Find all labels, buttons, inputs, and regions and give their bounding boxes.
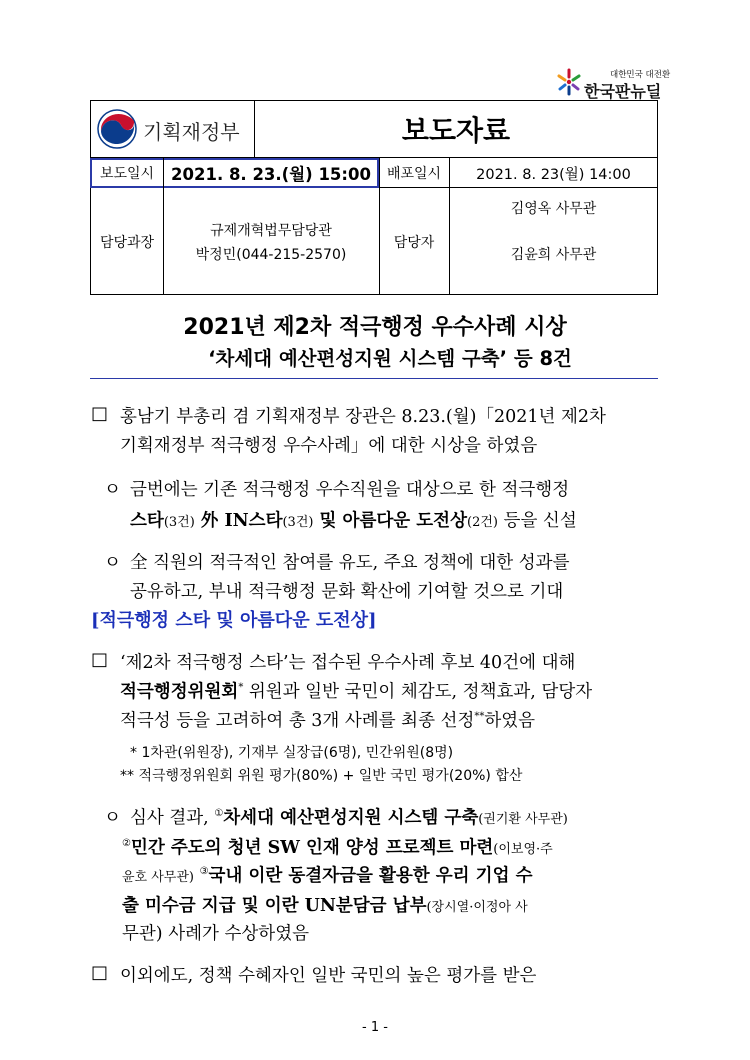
staff-label: 담당자: [393, 234, 435, 251]
p5-case-2-owner: (이보영·주: [493, 842, 553, 857]
ministry-name: 기획재정부: [143, 120, 240, 144]
p5-case-2-owner-cont: 윤호 사무관): [122, 870, 194, 885]
new-deal-mark-icon: [556, 68, 582, 96]
p4-committee: 적극행정위원회: [120, 682, 239, 702]
page-number: - 1 -: [362, 1020, 388, 1035]
p5-line-3: [122, 862, 533, 887]
p2-line-1: [130, 476, 569, 501]
p2-tail: 등을 신설: [497, 511, 577, 531]
korean-new-deal-logo: [556, 64, 671, 101]
p5-circled-2: ②: [122, 838, 131, 850]
p5-line-5: [122, 920, 309, 945]
p2-challenge: 및 아름다운 도전상: [313, 511, 467, 531]
p5-case-2: 민간 주도의 청년 SW 인재 양성 프로젝트 마련: [130, 838, 494, 858]
p2-challenge-count: (2건): [467, 515, 498, 530]
p5-case-3-cont: 출 미수금 지급 및 이란 UN분담금 납부: [122, 896, 427, 916]
p2-bullet: ㅇ: [104, 480, 121, 500]
p5-circled-3: ③: [199, 866, 209, 878]
p5-case-1-owner: (권기환 사무관): [478, 812, 568, 827]
p3-line-1: [130, 549, 569, 574]
p3-line-2: [130, 578, 563, 603]
p4-text-3-tail: 하였음: [484, 711, 536, 731]
p2-star-count: (3건): [163, 515, 195, 530]
p5-case-3-owner: (장시열·이정아 사: [426, 900, 528, 915]
distribution-label: 배포일시: [386, 166, 442, 182]
dept-contact: 박정민(044-215-2570): [195, 247, 347, 263]
p5-bullet: ㅇ: [104, 808, 121, 828]
p5-circled-1: ①: [214, 808, 224, 820]
p1-bullet: □: [91, 403, 109, 424]
p5-case-1: 차세대 예산편성지원 시스템 구축: [223, 808, 479, 828]
p2-star: 스타: [130, 511, 164, 531]
p4-text-3: 적극성 등을 고려하여 총 3개 사례를 최종 선정: [120, 711, 475, 731]
note-2: ** 적극행정위원회 위원 평가(80%) + 일반 국민 평가(20%) 합산: [120, 768, 523, 784]
dept-name: 규제개혁법무담당관: [210, 223, 332, 239]
title-underline: [90, 378, 658, 379]
p5-line-2: [122, 834, 553, 859]
staff-1: 김영옥 사무관: [510, 201, 597, 217]
p3-text-1: 全 직원의 적극적인 참여를 유도, 주요 정책에 대한 성과를: [130, 553, 570, 573]
new-deal-name: 한국판뉴딜: [584, 82, 662, 101]
p2-text-1: 금번에는 기존 적극행정 우수직원을 대상으로 한 적극행정: [130, 480, 570, 500]
p5-text-end: 무관) 사례가 수상하였음: [122, 924, 310, 944]
p1-line-1: [120, 403, 606, 428]
p5-case-3: 국내 이란 동결자금을 활용한 우리 기업 수: [208, 866, 533, 886]
ministry-logo: [97, 108, 247, 150]
taegeuk-emblem-icon: [97, 109, 137, 149]
p2-line-2: [130, 507, 577, 532]
p3-text-2: 공유하고, 부내 적극행정 문화 확산에 기여할 것으로 기대: [130, 582, 564, 602]
p4-line-3: [120, 707, 535, 732]
p5-line-4: [122, 892, 528, 917]
staff-2: 김윤희 사무관: [510, 247, 597, 263]
dept-label: 담당과장: [99, 234, 155, 251]
press-title: [0, 312, 750, 374]
doc-type-title: 보도자료: [401, 114, 511, 147]
section-heading: [적극행정 스타 및 아름다운 도전상]: [91, 610, 377, 631]
p1-text-1: 홍남기 부총리 겸 기획재정부 장관은 8.23.(월)「2021년 제2차: [120, 407, 606, 427]
p1-text-2: 기획재정부 적극행정 우수사례」에 대한 시상을 하였음: [120, 436, 538, 456]
title-line-2: ‘차세대 예산편성지원 시스템 구축’ 등 8건: [208, 347, 572, 370]
p2-instar: 外 IN스타: [194, 511, 283, 531]
p4-bullet: □: [91, 649, 109, 670]
p6-line-1: [120, 962, 536, 987]
divider-4: [163, 188, 164, 295]
p1-line-2: [120, 432, 537, 457]
p6-text-1: 이외에도, 정책 수혜자인 일반 국민의 높은 평가를 받은: [120, 966, 537, 986]
distribution-value: 2021. 8. 23(월) 14:00: [476, 166, 631, 183]
p5-lead: 심사 결과,: [130, 808, 215, 828]
release-label: 보도일시: [99, 166, 155, 182]
p4-note-mark-1: *: [238, 682, 244, 694]
new-deal-tagline: 대한민국 대전환: [610, 70, 671, 80]
p6-bullet: □: [91, 962, 109, 983]
release-value: 2021. 8. 23.(월) 15:00: [171, 165, 371, 184]
p4-text-1: ‘제2차 적극행정 스타’는 접수된 우수사례 후보 40건에 대해: [120, 653, 576, 673]
p5-line-1: [130, 804, 568, 829]
p4-note-mark-2: **: [474, 711, 485, 723]
p4-text-2: 위원과 일반 국민이 체감도, 정책효과, 담당자: [243, 682, 593, 702]
p4-line-2: [120, 678, 592, 703]
title-line-1: 2021년 제2차 적극행정 우수사례 시상: [183, 315, 567, 340]
p2-instar-count: (3건): [282, 515, 314, 530]
p3-bullet: ㅇ: [104, 553, 121, 573]
note-1: * 1차관(위원장), 기재부 실장급(6명), 민간위원(8명): [130, 745, 454, 761]
p4-line-1: [120, 649, 575, 674]
